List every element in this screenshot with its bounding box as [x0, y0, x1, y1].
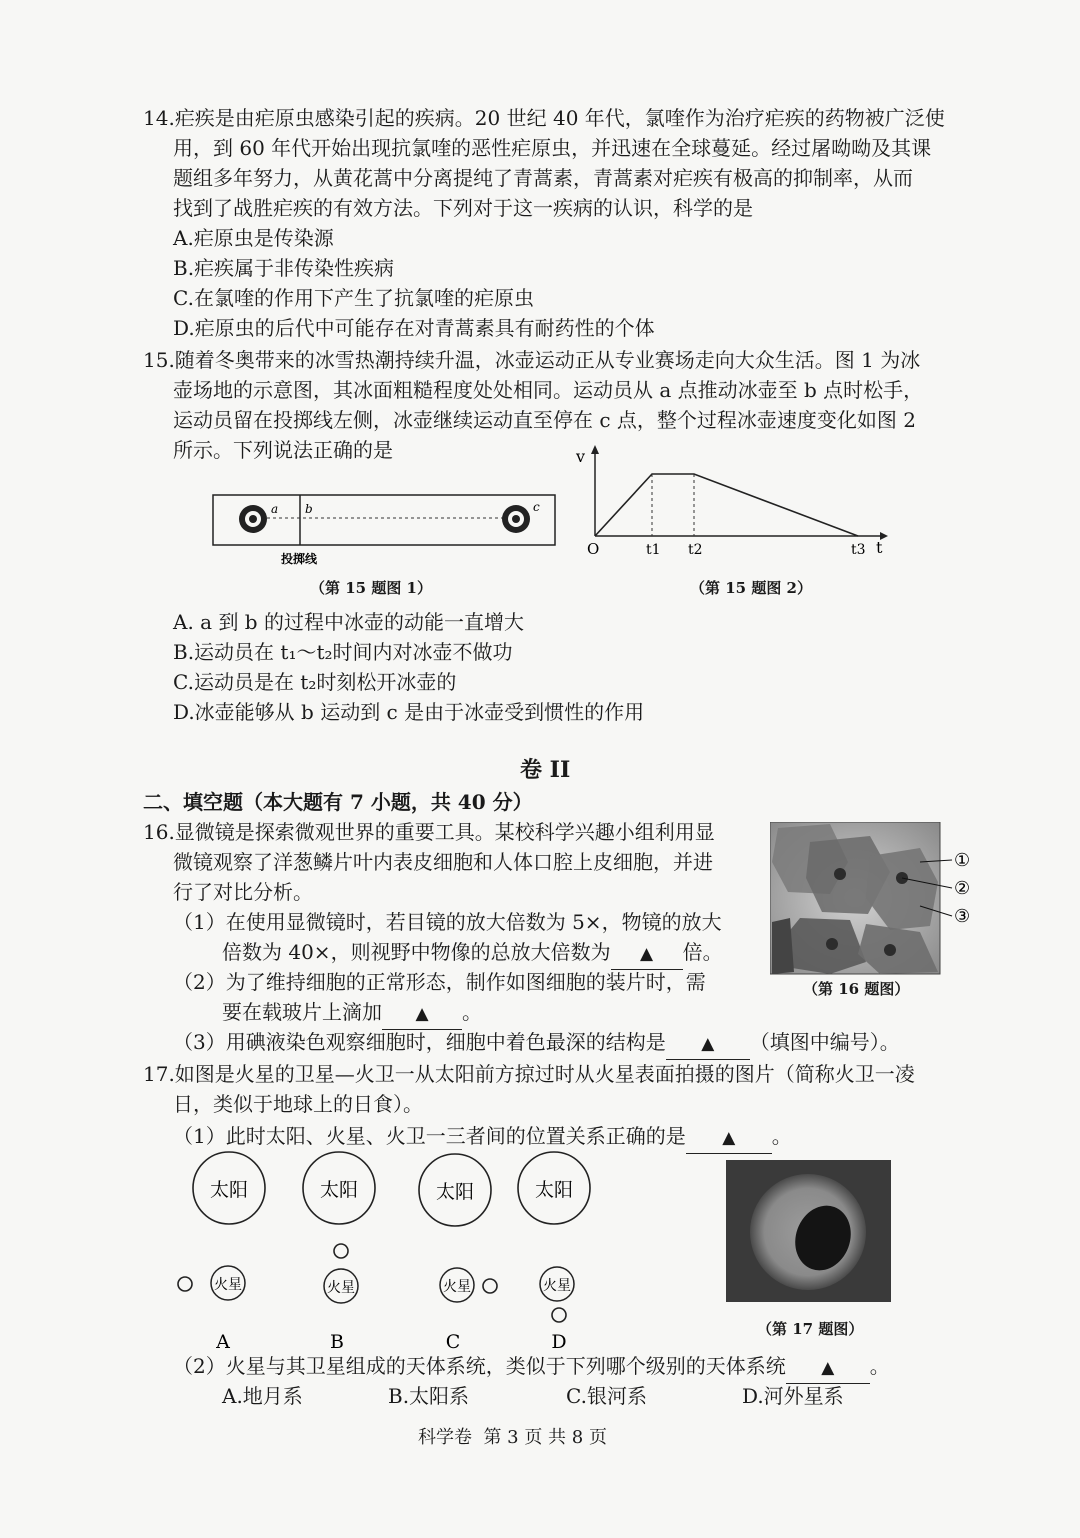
curling-rink-figure	[205, 485, 565, 575]
q17-part2-line: （2）火星与其卫星组成的天体系统，类似于下列哪个级别的天体系统 ▲ 。	[173, 1351, 890, 1384]
sun-label: 太阳	[534, 1179, 574, 1201]
origin-label: O	[587, 540, 600, 558]
phobos-circle	[552, 1308, 566, 1322]
choice-b-letter: B	[330, 1331, 344, 1353]
q16-line-2: 微镜观察了洋葱鳞片叶内表皮细胞和人体口腔上皮细胞，并进	[173, 850, 713, 874]
q17-p2-option-a: A.地月系	[222, 1384, 303, 1408]
answer-blank[interactable]: ▲	[786, 1351, 870, 1384]
tick-t2: t2	[688, 542, 703, 558]
choice-c-diagram	[419, 1154, 497, 1353]
fig15-2-caption: （第 15 题图 2）	[690, 579, 812, 597]
phobos-circle	[483, 1279, 497, 1293]
mars-label: 火星	[443, 1279, 471, 1295]
q15-option-c: C.运动员是在 t₂时刻松开冰壶的	[173, 670, 457, 694]
q17-p2-option-c: C.银河系	[566, 1384, 647, 1408]
q15-line-2: 壶场地的示意图，其冰面粗糙程度处处相同。运动员从 a 点推动冰壶至 b 点时松手，	[173, 378, 924, 402]
sun-label: 太阳	[319, 1179, 359, 1201]
point-b-label: b	[305, 502, 313, 516]
q16-line-3: 行了对比分析。	[173, 880, 313, 904]
marker-3: ③	[954, 906, 971, 927]
sun-label: 太阳	[435, 1181, 475, 1203]
mars-label: 火星	[543, 1278, 571, 1294]
choice-d-letter: D	[551, 1331, 567, 1353]
q15-option-d: D.冰壶能够从 b 运动到 c 是由于冰壶受到惯性的作用	[173, 700, 645, 724]
tick-t3: t3	[851, 542, 866, 558]
choice-a-diagram	[178, 1152, 265, 1353]
answer-blank[interactable]: ▲	[382, 997, 462, 1030]
point-c-label: c	[533, 500, 540, 514]
q15-line-3: 运动员留在投掷线左侧，冰壶继续运动直至停在 c 点，整个过程冰壶速度变化如图 2	[173, 408, 916, 432]
q14-option-b: B.疟疾属于非传染性疾病	[173, 256, 395, 280]
q17-line-1: 17.如图是火星的卫星—火卫一从太阳前方掠过时从火星表面拍摄的图片（简称火卫一凌	[143, 1062, 915, 1086]
cheek-cells-micrograph	[770, 822, 985, 977]
choice-c-letter: C	[445, 1331, 461, 1353]
transit-photo	[726, 1160, 891, 1302]
q17-part1-line: （1）此时太阳、火星、火卫一三者间的位置关系正确的是 ▲ 。	[173, 1121, 792, 1154]
choice-d-diagram	[518, 1152, 590, 1353]
q16-part1-line-2: 倍数为 40×，则视野中物像的总放大倍数为 ▲ 倍。	[222, 937, 723, 970]
q16-part2-line-2: 要在载玻片上滴加 ▲ 。	[222, 997, 482, 1030]
velocity-curve	[595, 474, 858, 536]
q14-line-2: 用，到 60 年代开始出现抗氯喹的恶性疟原虫，并迅速在全球蔓延。经过屠呦呦及其课	[173, 136, 932, 160]
point-a-label: a	[271, 502, 279, 516]
page-footer: 科学卷 第 3 页 共 8 页	[418, 1427, 607, 1448]
answer-blank[interactable]: ▲	[666, 1027, 750, 1060]
phobos-circle	[178, 1277, 192, 1291]
q15-option-b: B.运动员在 t₁～t₂时间内对冰壶不做功	[173, 640, 513, 664]
section-title: 卷 II	[520, 757, 571, 783]
q14-option-c: C.在氯喹的作用下产生了抗氯喹的疟原虫	[173, 286, 534, 310]
section-heading: 二、填空题（本大题有 7 小题，共 40 分）	[143, 790, 533, 814]
fig15-1-caption: （第 15 题图 1）	[310, 579, 432, 597]
position-choices-diagram	[165, 1150, 615, 1360]
q14-line-3: 题组多年努力，从黄花蒿中分离提纯了青蒿素，青蒿素对疟疾有极高的抑制率，从而	[173, 166, 913, 190]
mars-label: 火星	[214, 1277, 242, 1293]
q14-option-d: D.疟原虫的后代中可能存在对青蒿素具有耐药性的个体	[173, 316, 655, 340]
phobos-circle	[334, 1244, 348, 1258]
fig17-caption: （第 17 题图）	[757, 1320, 864, 1338]
q14-line-1: 14.疟疾是由疟原虫感染引起的疾病。20 世纪 40 年代，氯喹作为治疗疟疾的药物被广泛使	[143, 106, 945, 130]
answer-blank[interactable]: ▲	[686, 1121, 772, 1154]
q16-part2-line-1: （2）为了维持细胞的正常形态，制作如图细胞的装片时，需	[173, 970, 706, 994]
q15-line-4: 所示。下列说法正确的是	[173, 438, 393, 462]
q16-line-1: 16.显微镜是探索微观世界的重要工具。某校科学兴趣小组利用显	[143, 820, 715, 844]
choice-b-diagram	[303, 1152, 375, 1353]
q16-part3-line: （3）用碘液染色观察细胞时，细胞中着色最深的结构是 ▲ （填图中编号）。	[173, 1027, 900, 1060]
velocity-graph	[570, 440, 900, 570]
sun-label: 太阳	[209, 1179, 249, 1201]
q15-option-a: A. a 到 b 的过程中冰壶的动能一直增大	[173, 610, 524, 634]
q16-part1-line-1: （1）在使用显微镜时，若目镜的放大倍数为 5×，物镜的放大	[173, 910, 722, 934]
tick-t1: t1	[646, 542, 661, 558]
q14-line-4: 找到了战胜疟疾的有效方法。下列对于这一疾病的认识，科学的是	[173, 196, 753, 220]
v-axis-label: v	[576, 447, 586, 466]
fig16-caption: （第 16 题图）	[803, 980, 910, 998]
marker-1: ①	[954, 850, 971, 871]
q17-line-2: 日，类似于地球上的日食）。	[173, 1092, 423, 1116]
q15-line-1: 15.随着冬奥带来的冰雪热潮持续升温，冰壶运动正从专业赛场走向大众生活。图 1 为冰	[143, 348, 921, 372]
answer-blank[interactable]: ▲	[611, 937, 683, 970]
mars-label: 火星	[327, 1280, 355, 1296]
marker-2: ②	[954, 878, 971, 899]
q17-p2-option-b: B.太阳系	[388, 1384, 470, 1408]
t-axis-label: t	[876, 538, 883, 557]
choice-a-letter: A	[216, 1331, 230, 1353]
q17-p2-option-d: D.河外星系	[742, 1384, 844, 1408]
q14-option-a: A.疟原虫是传染源	[173, 226, 334, 250]
throw-line-label: 投掷线	[281, 552, 318, 566]
